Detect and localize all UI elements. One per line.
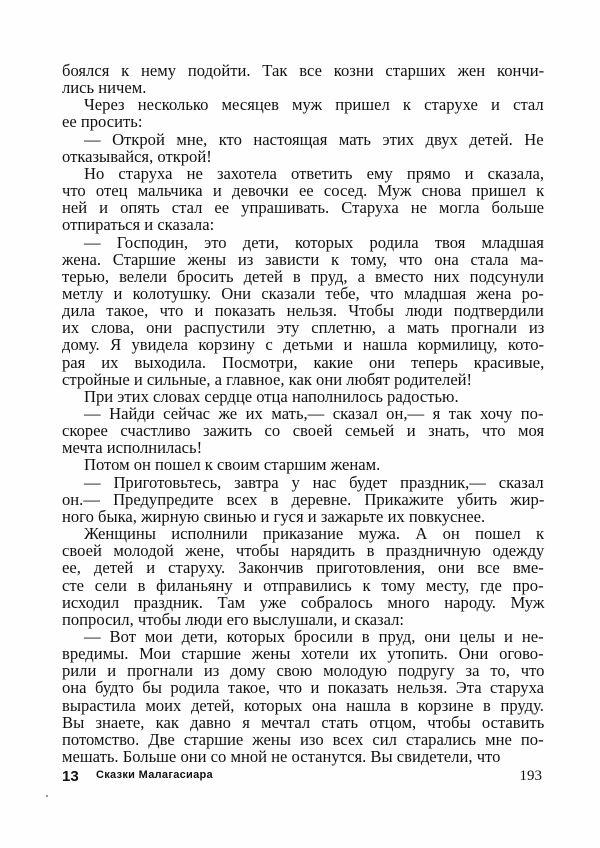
text-line: попросил, чтобы люди его выслушали, и сказал: xyxy=(62,609,405,629)
text-line: Вы знаете, как давно я мечтал стать отцом, чтобы оставить xyxy=(62,712,545,732)
signature-title: Сказки Малагасиара xyxy=(96,769,213,781)
text-line: мешать. Больше они со мной не останутся. Вы свидетели, что xyxy=(62,747,501,766)
text-line: — Приготовьтесь, завтра у нас будет праздник,— сказал xyxy=(84,472,544,492)
text-line: — Вот мои дети, которых бросили в пруд, они целы и не- xyxy=(84,626,544,646)
text-line: терью, велели бросить детей в пруд, а вместо них подсунули xyxy=(62,266,544,286)
text-line: метлу и колотушку. Они сказали тебе, что младшая жена ро- xyxy=(62,283,544,303)
text-line: жена. Старшие жены из зависти к тому, что она стала ма- xyxy=(62,249,544,269)
text-line: рая их выходила. Посмотри, какие они теперь красивые, xyxy=(62,352,545,372)
text-line: отказывайся, открой! xyxy=(62,146,212,166)
signature-number: 13 xyxy=(62,768,79,785)
text-line: Женщины исполнили приказание мужа. А он пошел к xyxy=(84,524,545,544)
page-footer xyxy=(62,768,544,790)
text-line: ного быка, жирную свинью и гуся и зажарьте их повкуснее. xyxy=(62,506,486,526)
text-line: — Найди сейчас же их мать,— сказал он,— я так хочу по- xyxy=(84,404,544,423)
text-line: отпираться и сказала: xyxy=(62,215,215,235)
text-line: она будто бы родила такое, что и показать нельзя. Эта старуха xyxy=(62,678,545,698)
text-line: скорее счастливо зажить со своей семьей и знать, что моя xyxy=(62,421,545,441)
text-line: дила такое, что и показать нельзя. Чтобы люди подтвердили xyxy=(62,301,544,321)
text-line: ее, детей и старуху. Закончив приготовления, они все вме- xyxy=(62,558,544,578)
text-line: При этих словах сердце отца наполнилось радостью. xyxy=(84,386,459,406)
text-line: боялся к нему подойти. Так все козни старших жен кончи- xyxy=(62,61,545,80)
scan-speck xyxy=(46,795,48,797)
text-line: лись ничем. xyxy=(62,78,147,98)
text-line: ней и опять стал ее упрашивать. Старуха не могла больше xyxy=(62,198,544,218)
text-line: Через несколько месяцев муж пришел к старухе и стал xyxy=(84,95,544,115)
text-line: ее просить: xyxy=(62,112,143,132)
text-line: — Открой мне, кто настоящая мать этих двух детей. Не xyxy=(84,129,544,149)
text-line: Но старуха не захотела ответить ему прямо и сказала, xyxy=(84,163,545,183)
text-line: вырастила моих детей, которых она нашла в корзине в пруду. xyxy=(62,695,544,715)
text-line: дому. Я увидела корзину с детьми и нашла кормилицу, кото- xyxy=(62,335,545,355)
text-line: что отец мальчика и девочки ее сосед. Муж снова пришел к xyxy=(62,181,545,201)
text-line: он.— Предупредите всех в деревне. Прикажите убить жир- xyxy=(62,489,545,509)
text-line: их слова, они распустили эту сплетню, а мать прогнали из xyxy=(62,318,545,338)
text-line: — Господин, это дети, которых родила твоя младшая xyxy=(84,232,544,252)
text-line: стройные и сильные, а главное, как они любят родителей! xyxy=(62,369,473,389)
text-line: исходил праздник. Там уже собралось много народу. Муж xyxy=(62,592,545,612)
text-line: своей молодой жене, чтобы нарядить в праздничную одежду xyxy=(62,541,545,561)
text-line: мечта исполнилась! xyxy=(62,438,203,458)
page-number: 193 xyxy=(519,768,542,784)
text-line: потомство. Две старшие жены изо всех сил старались мне по- xyxy=(62,729,544,749)
text-line: сте сели в филаньяну и отправились к тому месту, где про- xyxy=(62,575,544,595)
text-line: вредимы. Мои старшие жены хотели их утопить. Они огово- xyxy=(62,644,544,664)
text-line: Потом он пошел к своим старшим женам. xyxy=(84,455,381,475)
text-line: рили и прогнали из дому свою молодую подругу за то, что xyxy=(62,661,545,681)
